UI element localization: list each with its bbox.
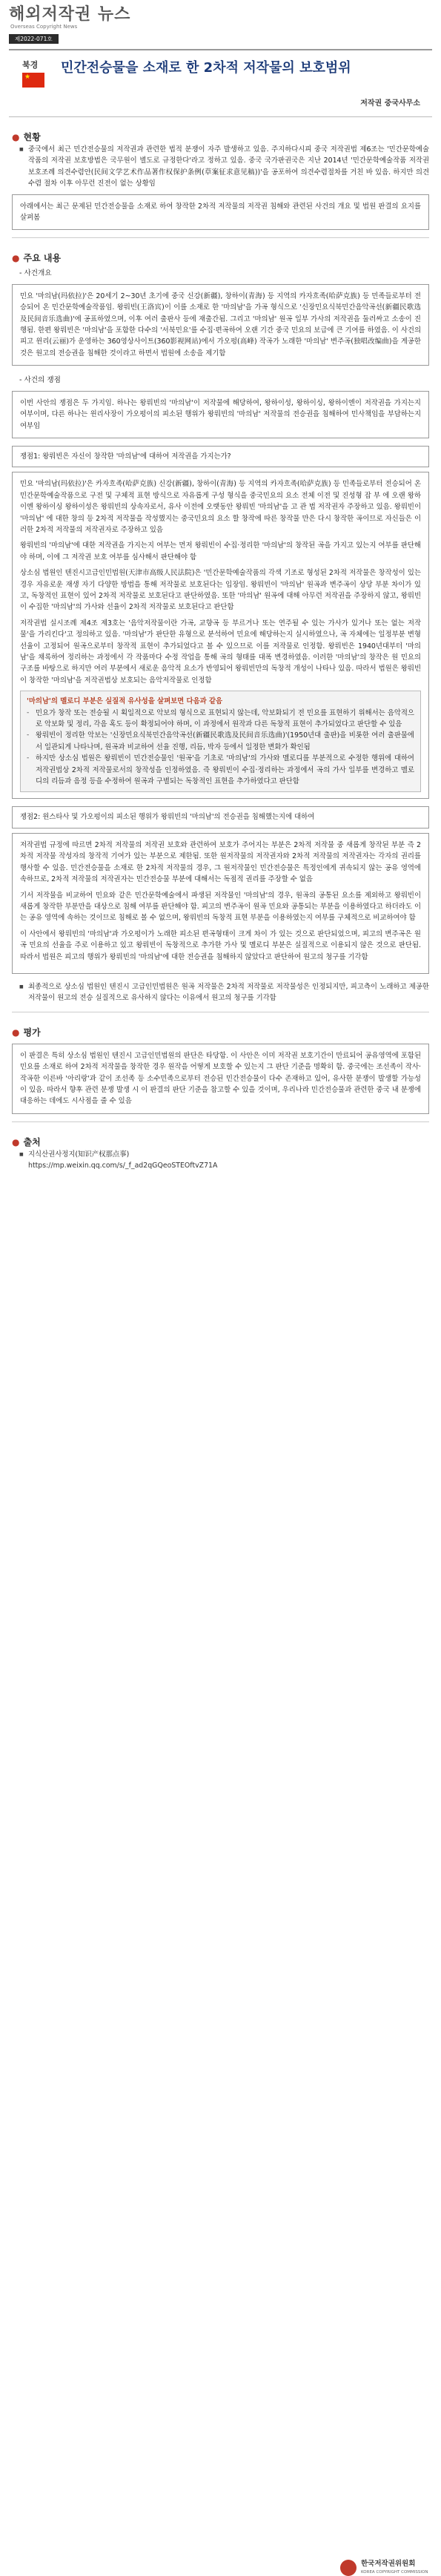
title-box (9, 49, 432, 117)
china-flag-icon: ★ (22, 73, 44, 88)
source-list (19, 1149, 429, 1160)
divider (12, 1121, 429, 1122)
status-list (19, 144, 429, 190)
conclusion-list (19, 981, 429, 1004)
list-item: - 하지만 상소심 법원은 왕뤄빈이 민간전승물인 '원곡'을 기초로 '마의남'의 가사와 멜로디를 부분적으로 수정한 행위에 대하여 저작권법상 2차적 저작물로서의 창작성을 인정하였음. 즉 왕뤄빈이 수집·정리하는 과정에서 곡의 가사 일부를 변경하고 멜로디의 리듬과 음정 등을 수정하여 원곡과 구별되는 독창적인 표현을 추가하였다고 판단함 (27, 753, 414, 787)
quote-heading: '마의남'의 멜로디 부분은 실질적 유사성을 살펴보면 다음과 같음 (27, 697, 223, 706)
issue-number: 제2022-071호 (9, 34, 59, 44)
section-source-heading: ● 출처 (12, 1136, 41, 1147)
newsletter-logo: 해외저작권 뉴스 (9, 5, 131, 24)
list-item: ■ 중국에서 최근 민간전승물의 저작권과 관련한 법적 분쟁이 자주 발생하고 있음. 주지하다시피 중국 저작권법 제6조는 '민간문학예술작품의 저작권 보호방법은 국무원이 별도로 규정한다'라고 정하고 있음. 중국 국가판권국은 지난 2014년 '민간문학예술작품 저작권보호조례 의견수렴안(民间文学艺术作品著作权保护条例(草案征求意见稿))'을 공포하여 의견수렴절차를 거친 바 있음. 하지만 의견 수렴 절차 이후 아무런 진전이 없는 상황임 (19, 144, 429, 190)
section-status-heading: ● 현황 (12, 132, 41, 142)
paragraph: 이 사안에서 왕뤄빈의 '마의남'과 가오펑이가 노래한 피소된 편곡형태이 크게 차이 가 있는 것으로 판단되었으며, 피고의 변주곡은 원곡 민요의 선율을 주로 이용하고 있고 왕뤄빈이 독창적으로 추가한 가사 및 멜로디 부분은 실질적으로 이용되지 않은 것으로 판단됨. 따라서 법원은 피고의 행위가 왕뤄빈의 '마의남'에 대한 전승권을 침해하지 않았다고 판단하여 원고의 청구를 기각함 (20, 929, 421, 961)
newsletter-logo-en: Overseas Copyright News (10, 24, 78, 30)
section-main-heading: ● 주요 내용 (12, 253, 62, 264)
content (0, 131, 441, 1172)
list-item: ■ 지식산권사정지(知识产权那点事) (19, 1149, 429, 1160)
document-title: 민간전승물을 소재로 한 2차적 저작물의 보호범위 (61, 60, 351, 76)
paragraph: 기서 저작물을 비교하여 민요와 같은 민간문학예술에서 파생된 저작물인 '마의남'의 경우, 원곡의 공통된 요소를 제외하고 왕뤄빈이 새롭게 창작한 부분만을 대상으로 침해 여부를 판단해야 함. 피고의 변주곡이 원곡 민요와 공통되는 부분을 이용하였다고 하더라도 이는 공유 영역에 속하는 것이므로 침해로 볼 수 없으며, 왕뤄빈의 독창적 표현 부분을 이용하였는지 여부를 구체적으로 비교하여야 함 (20, 891, 421, 923)
footer-org-en: KOREA COPYRIGHT COMMISSION (361, 2570, 428, 2575)
divider (12, 237, 429, 238)
bullet-icon: ● (12, 1027, 20, 1038)
case-overview-box: 민요 '마의남(玛依拉)'은 20세기 2~30년 초기에 중국 신강(新疆), 창하이(青海) 등 지역의 카자흐족(哈萨克族) 등 민족들로부터 전승되어 온 민간문학예술작품임. 왕뤄빈(王洛宾)이 이를 소재로 한 '마의남'을 가곡 형식으로 '신장민요식북민간음악곡선(新疆民歌选及民间音乐选曲)'에 공표하였으며, 이후 여러 출판사 등에 재출간됨. 그리고 '마의남' 원곡 일부 가사의 저작권을 둘러싸고 소송이 진행됨. 한편 왕뤄빈은 '마의남'을 포함한 다수의 '서북민요'를 수집·편곡하여 오랜 기간 중국 민요의 보급에 큰 기여를 하였음. 이 사건의 피고 윈리(云丽)가 운영하는 360영상사이트(360影视网站)에서 가오펑(高峰) 작곡가 노래한 '마의남' 변주곡(独唱改编曲)을 게공한 것은 원고의 전승권을 침해한 것이라고 하면서 법원에 소송을 제기함 (12, 284, 429, 366)
country-label: 북경 (22, 60, 39, 70)
case-overview-heading: - 사건개요 (19, 269, 52, 278)
quote-box (20, 691, 421, 792)
paragraph: 상소심 법원인 텐진시고급인민법원(天津市高级人民法院)은 '민간문학예술작품의 각색 기조로 형성된 2차적 저작물은 창작성이 있는 경우 자유로운 재생 자기 다양한 방법을 통해 저작물로 보호된다는 입장임. 왕뤄빈이 '마의남' 원곡과 변주곡이 상당 부분 차이가 있고, 독창적인 표현이 있어 2차적 저작물로 보호된다고 판단하였음. 또한 '마의남' 원곡에 대해 아무런 저작권을 주장하지 않고, 왕뤄빈이 수집한 '마의남'의 가사와 선율이 2차적 저작물로 보호된다고 판단함 (20, 569, 421, 612)
commission-logo-icon (340, 2560, 357, 2576)
list-item: - 민요가 창작 또는 전승될 시 획일적으로 악보의 형식으로 표현되지 않는데, 악보화되기 전 민요를 표현하기 위해서는 음악적으로 악보화 및 정리, 각음 혹도 등이 확정되어야 하며, 이 과정에서 원작과 다른 독창적 표현이 추가되었다고 판단할 수 있음 (27, 708, 414, 731)
issue2-box (12, 833, 429, 974)
list-item: ■ 최종적으로 상소심 법원인 텐진시 고급인민법원은 원곡 저작물은 2차적 저작물로 저작물성은 인정되지만, 피고측이 노래하고 제공한 저작물이 원고의 전승 실질적으로 유사하지 않다는 이유에서 원고의 청구를 기각함 (19, 981, 429, 1004)
status-summary-box: 아래에서는 최근 문제된 민간전승물을 소재로 하여 창작한 2차적 저작물의 저작권 침해와 관련된 사건의 개요 및 법원 판결의 요지를 살펴봄 (12, 194, 429, 231)
paragraph: 저작권법 규정에 따르면 2차적 저작물의 저작권 보호와 관련하여 보호가 주어지는 부분은 2차적 저작물 중 새롭게 창작된 부분 즉 2차적 저작물 작성자의 창작적 기여가 있는 부분으로 제한됨. 또한 원저작물의 저작권자와 2차적 저작물의 저작권자는 각자의 권리를 행사할 수 있음. 민간전승물을 소재로 한 2차적 저작물의 경우, 그 원저작물인 민간전승물은 특정인에게 귀속되지 않는 공유 영역에 속하므로, 2차적 저작물의 저작권자는 민간전승물 부분에 대해서는 독점적 권리를 주장할 수 없음 (20, 840, 421, 884)
author: 저작권 중국사무소 (360, 99, 420, 108)
issue1-heading: 쟁점1: 왕뤄빈은 자신이 창작한 '마의남'에 대하여 저작권을 가지는가? (12, 446, 429, 467)
bullet-icon: ● (12, 253, 20, 264)
paragraph: 왕뤄빈의 '마의남'에 대한 저작권을 가지는지 여부는 먼저 왕뤄빈이 수집·정리한 '마의남'의 창작된 곡을 가지고 있는지 여부를 판단해야 하며, 이에 그 저작권 보호 여부를 심사해서 판단해야 함 (20, 541, 421, 561)
paragraph: 민요 '마의남(玛依拉)'은 카자흐족(哈萨克族) 신강(新疆), 창하이(青海) 등 지역의 카자흐족(哈萨克族) 등 민족들로부터 전승되어 온 민간문학예술작품으로 구전 및 구체적 표현 방식으로 자유롭게 구성 형식을 중국민요의 요소 전체 이전 및 진성형 잡 부 에 오랜 왕하이엔 왕하이싱 왕하이성은 왕뤄빈의 상속자로서, 유사 이전에 오랫동안 왕뤄빈 '마의남'을 고 관 법 저작권자 주장하고 있음. 왕뤄빈이 '마의남' 에 대한 창의 등 2차적 저작물을 작성했지는 중국민요의 요소 할 창작에 따른 창작물 만은 다시 창작한 곡이므로 자신들은 이러한 2차적 저작물의 저작권자로 주장하고 있음 (20, 480, 421, 534)
bullet-icon: ● (12, 132, 20, 142)
issues-heading: - 사건의 쟁점 (19, 376, 61, 385)
list-item: - 왕뤄빈이 정리한 악보는 '신장민요식북민간음악곡선(新疆民歌选及民间音乐选曲)'(1950년대 출판)을 비롯한 여러 출판물에서 일관되게 나타나며, 원곡과 비교하여 선율 진행, 리듬, 박자 등에서 일정한 변화가 확인됨 (27, 730, 414, 753)
bullet-icon: ● (12, 1136, 20, 1147)
footer-org-ko: 한국저작권위원회 (361, 2560, 416, 2568)
quote-list (27, 708, 414, 788)
issues-box: 이번 사안의 쟁점은 두 가지임. 하나는 왕뤄빈의 '마의남'이 저작물에 해당하여, 왕하이성, 왕하이싱, 왕하이엔이 저작권을 가지는지 여부이며, 다른 하나는 윈리사장이 가오펑이의 피소된 행위가 왕뤄빈의 '마의남' 저작물의 전승권을 침해하여 민사책임을 부담하는지 여부임 (12, 391, 429, 438)
source-url[interactable]: https://mp.weixin.qq.com/s/_f_ad2qGQeoSTEOftvZ71A (28, 1162, 218, 1170)
paragraph: 저작권법 실시조례 제4조 제3호는 '음악저작물이란 가곡, 교향곡 등 부르거나 또는 연주될 수 있는 가사가 있거나 또는 없는 저작물'을 가리킨다'고 정의하고 있음. '마의남'가 판단한 유형으로 분석하여 민요에 해당하는지 실시하였으나, 곡 자체에는 일정부분 변형 선율이 고정되어 원곡으로부터 창작적 표현이 추가되었다고 볼 수 있으므로 이를 저작물로 인정함. 왕뤄빈은 1940년대부터 '마의남'을 채록하여 정리하는 과정에서 각 작품마다 수정 작업을 통해 곡의 형태를 대폭 변경하였음. 이러한 '마의남'의 창작은 원 민요의 구조를 바탕으로 하지만 여러 부분에서 새로운 음악적 요소가 반영되어 왕뤄빈만의 독창적 개성이 나타나 있음. 따라서 법원은 왕뤄빈이 창작한 '마의남'을 저작권법상 보호되는 음악저작물로 인정함 (20, 619, 421, 685)
issue2-heading: 쟁점2: 윈스타사 및 가오펑이의 피소된 행위가 왕뤄빈의 '마의남'의 전승권을 침해했는지에 대하여 (12, 806, 429, 828)
issue1-box (12, 472, 429, 799)
header (0, 0, 441, 43)
eval-box: 이 판결은 특히 상소심 법원인 텐진시 고급인민법원의 판단은 타당함. 이 사안은 이미 저작권 보호기간이 만료되어 공유영역에 포함된 민요를 소재로 하여 2차적 저작물을 창작한 경우 원작을 어떻게 보호할 수 있는지 그 판단 기준을 명확히 함. 중국에는 조선족이 작사·작곡한 이른바 '아리랑'과 같이 조선족 등 소수민족으로부터 전승된 민간전승물이 다수 존재하고 있어, 유사한 분쟁이 발생할 가능성이 있음. 따라서 향후 관련 분쟁 발생 시 이 판결의 판단 기준을 참고할 수 있을 것이며, 우리나라 민간전승물과 관련한 중국 내 분쟁에 대응하는 데에도 시사점을 줄 수 있음 (12, 1044, 429, 1114)
section-eval-heading: ● 평가 (12, 1027, 41, 1038)
